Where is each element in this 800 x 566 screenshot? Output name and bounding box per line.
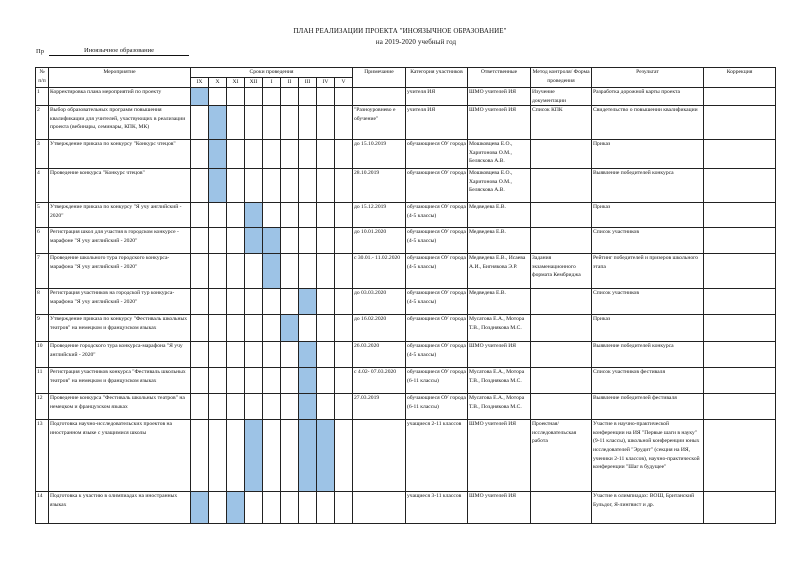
- cell-responsible: Мошковцева Е.О., Харитонова О.М., Беляскова А.В.: [468, 140, 531, 169]
- timeline-cell: [299, 140, 317, 169]
- timeline-cell: [263, 106, 281, 140]
- cell-responsible: Мусатова Е.А., Мотора Т.В., Позднякова М.С.: [468, 315, 531, 342]
- timeline-bar-active: [209, 106, 227, 140]
- timeline-cell: [245, 492, 263, 524]
- timeline-cell: [317, 88, 335, 106]
- timeline-cell: [263, 140, 281, 169]
- timeline-cell: [317, 203, 335, 228]
- cell-event: Утверждение приказа по конкурсу "Я учу английский - 2020": [49, 203, 191, 228]
- cell-num: 4: [36, 169, 49, 203]
- timeline-cell: [317, 492, 335, 524]
- cell-method: Список КПК: [531, 106, 592, 140]
- timeline-cell: [227, 140, 245, 169]
- timeline-cell: [281, 289, 299, 315]
- cell-correction: [704, 315, 776, 342]
- timeline-cell: [317, 140, 335, 169]
- timeline-cell: [245, 140, 263, 169]
- header-month: III: [299, 78, 317, 88]
- timeline-cell: [317, 368, 335, 394]
- cell-num: 6: [36, 228, 49, 254]
- timeline-cell: [299, 203, 317, 228]
- table-row: [36, 315, 776, 342]
- timeline-cell: [263, 289, 281, 315]
- timeline-cell: [263, 492, 281, 524]
- header-month: I: [263, 78, 281, 88]
- cell-category: обучающиеся ОУ города (4-5 классы): [406, 228, 468, 254]
- timeline-bar-active: [245, 203, 263, 228]
- timeline-cell: [335, 420, 353, 492]
- cell-num: 2: [36, 106, 49, 140]
- timeline-cell: [227, 289, 245, 315]
- timeline-cell: [299, 169, 317, 203]
- timeline-cell: [263, 169, 281, 203]
- timeline-cell: [263, 420, 281, 492]
- timeline-cell: [281, 169, 299, 203]
- timeline-cell: [317, 289, 335, 315]
- cell-event: Регистрация участников конкурса "Фестиваль школьных театров" на немецком и французском языках: [49, 368, 191, 394]
- timeline-cell: [227, 394, 245, 420]
- timeline-cell: [299, 315, 317, 342]
- timeline-cell: [335, 106, 353, 140]
- cell-category: обучающиеся ОУ города (6-11 классы): [406, 368, 468, 394]
- timeline-cell: [335, 140, 353, 169]
- timeline-cell: [191, 315, 209, 342]
- cell-correction: [704, 492, 776, 524]
- cell-note: до 15.12.2019: [353, 203, 406, 228]
- timeline-cell: [191, 228, 209, 254]
- timeline-bar-active: [209, 140, 227, 169]
- timeline-bar-active: [299, 289, 317, 315]
- timeline-cell: [335, 169, 353, 203]
- timeline-cell: [245, 394, 263, 420]
- timeline-cell: [245, 106, 263, 140]
- header-month: IV: [317, 78, 335, 88]
- timeline-cell: [335, 315, 353, 342]
- cell-correction: [704, 254, 776, 289]
- timeline-cell: [191, 342, 209, 368]
- cell-result: Выявление победителей фестиваля: [592, 394, 704, 420]
- document-title: ПЛАН РЕАЛИЗАЦИИ ПРОЕКТА "ИНОЯЗЫЧНОЕ ОБРАЗОВАНИЕ": [293, 27, 507, 35]
- cell-event: Проведение конкурса "Конкурс чтецов": [49, 169, 191, 203]
- cell-responsible: ШМО учителей ИЯ: [468, 106, 531, 140]
- timeline-cell: [281, 368, 299, 394]
- cell-correction: [704, 394, 776, 420]
- timeline-cell: [299, 88, 317, 106]
- timeline-cell: [227, 203, 245, 228]
- cell-note: [353, 88, 406, 106]
- timeline-cell: [335, 88, 353, 106]
- cell-event: Подготовка к участию в олимпиадах на иностранных языках: [49, 492, 191, 524]
- cell-method: [531, 492, 592, 524]
- cell-result: Выявление победителей конкурса: [592, 342, 704, 368]
- cell-category: учащиеся 2-11 классов: [406, 420, 468, 492]
- timeline-bar-active: [263, 228, 281, 254]
- timeline-bar-active: [191, 492, 209, 524]
- timeline-cell: [263, 394, 281, 420]
- cell-event: Проведение школьного тура городского конкурса-марафона "Я учу английский - 2020": [49, 254, 191, 289]
- timeline-bar-active: [227, 492, 245, 524]
- cell-note: [353, 492, 406, 524]
- timeline-cell: [245, 254, 263, 289]
- timeline-cell: [281, 203, 299, 228]
- timeline-cell: [191, 394, 209, 420]
- cell-category: обучающиеся ОУ города (4-5 классы): [406, 254, 468, 289]
- timeline-cell: [227, 420, 245, 492]
- table-row: [36, 394, 776, 420]
- timeline-cell: [335, 492, 353, 524]
- cell-method: Изучение документации: [531, 88, 592, 106]
- cell-method: [531, 394, 592, 420]
- timeline-cell: [209, 203, 227, 228]
- cell-num: 7: [36, 254, 49, 289]
- header-month: XI: [227, 78, 245, 88]
- timeline-bar-active: [317, 420, 335, 492]
- timeline-cell: [317, 342, 335, 368]
- cell-category: учителя ИЯ: [406, 88, 468, 106]
- timeline-bar-active: [299, 394, 317, 420]
- timeline-cell: [335, 368, 353, 394]
- cell-category: обучающиеся ОУ города (4-5 классы): [406, 342, 468, 368]
- cell-result: Список участников фестиваля: [592, 368, 704, 394]
- cell-event: Регистрация школ для участия в городском конкурсе - марафоне "Я учу английский - 2020": [49, 228, 191, 254]
- cell-result: Приказ: [592, 203, 704, 228]
- cell-method: Проектная/ исследовательская работа: [531, 420, 592, 492]
- cell-note: до 16.02.2020: [353, 315, 406, 342]
- cell-category: обучающиеся ОУ города: [406, 140, 468, 169]
- cell-event: Подготовка научно-исследовательских проектов на иностранном языке с учащимися школы: [49, 420, 191, 492]
- cell-category: обучающиеся ОУ города: [406, 169, 468, 203]
- timeline-cell: [209, 315, 227, 342]
- timeline-cell: [191, 169, 209, 203]
- timeline-cell: [227, 368, 245, 394]
- header-method: Метод контроля/ Форма проведения: [531, 68, 592, 88]
- cell-num: 11: [36, 368, 49, 394]
- timeline-cell: [209, 394, 227, 420]
- cell-correction: [704, 88, 776, 106]
- timeline-cell: [281, 88, 299, 106]
- table-row: [36, 106, 776, 140]
- cell-responsible: Мусатова Е.А., Мотора Т.В., Позднякова М.С.: [468, 394, 531, 420]
- table-row: [36, 203, 776, 228]
- cell-category: обучающиеся ОУ города: [406, 315, 468, 342]
- cell-num: 8: [36, 289, 49, 315]
- timeline-cell: [281, 140, 299, 169]
- cell-note: 28.10.2019: [353, 169, 406, 203]
- cell-responsible: ШМО учителей ИЯ: [468, 88, 531, 106]
- cell-result: Рейтинг победителей и призеров школьного этапа: [592, 254, 704, 289]
- cell-method: [531, 368, 592, 394]
- timeline-cell: [299, 254, 317, 289]
- cell-correction: [704, 368, 776, 394]
- cell-note: до 03.03.2020: [353, 289, 406, 315]
- timeline-cell: [281, 420, 299, 492]
- timeline-cell: [209, 368, 227, 394]
- timeline-cell: [227, 106, 245, 140]
- cell-result: Разработка дорожной карты проекта: [592, 88, 704, 106]
- timeline-cell: [317, 106, 335, 140]
- cell-correction: [704, 228, 776, 254]
- timeline-cell: [245, 169, 263, 203]
- timeline-cell: [263, 342, 281, 368]
- cell-correction: [704, 342, 776, 368]
- timeline-cell: [209, 492, 227, 524]
- subject-value: Иноязычное образование: [49, 46, 189, 56]
- table-row: [36, 492, 776, 524]
- cell-result: Список участников: [592, 228, 704, 254]
- timeline-cell: [209, 342, 227, 368]
- cell-responsible: ШМО учителей ИЯ: [468, 492, 531, 524]
- cell-method: [531, 342, 592, 368]
- cell-category: учащиеся 3-11 классов: [406, 492, 468, 524]
- cell-event: Корректировка плана мероприятий по проекту: [49, 88, 191, 106]
- timeline-bar-active: [281, 315, 299, 342]
- timeline-cell: [227, 228, 245, 254]
- cell-method: [531, 169, 592, 203]
- timeline-cell: [335, 203, 353, 228]
- cell-note: до 10.01.2020: [353, 228, 406, 254]
- timeline-cell: [263, 368, 281, 394]
- timeline-cell: [335, 289, 353, 315]
- timeline-bar-active: [299, 342, 317, 368]
- cell-correction: [704, 169, 776, 203]
- timeline-cell: [209, 420, 227, 492]
- timeline-cell: [191, 420, 209, 492]
- timeline-cell: [191, 106, 209, 140]
- cell-event: Проведение конкурса "Фестиваль школьных театров" на немецком и французском языках: [49, 394, 191, 420]
- cell-event: Утверждение приказа по конкурсу "Фестиваль школьных театров" на немецком и французском языках: [49, 315, 191, 342]
- cell-result: Участие в олимпиадах: ВОШ, Британский Бульдог, Я-лингвист и др.: [592, 492, 704, 524]
- timeline-cell: [299, 492, 317, 524]
- timeline-cell: [191, 140, 209, 169]
- cell-method: [531, 228, 592, 254]
- cell-note: с 4.02- 07.03.2020: [353, 368, 406, 394]
- cell-responsible: Медведева Е.В.: [468, 203, 531, 228]
- cell-responsible: ШМО учителей ИЯ: [468, 420, 531, 492]
- timeline-cell: [317, 254, 335, 289]
- cell-note: до 15.10.2019: [353, 140, 406, 169]
- timeline-cell: [281, 254, 299, 289]
- timeline-cell: [191, 254, 209, 289]
- cell-responsible: Мошковцева Е.О., Харитонова О.М., Беляскова А.В.: [468, 169, 531, 203]
- cell-correction: [704, 289, 776, 315]
- timeline-bar-active: [263, 254, 281, 289]
- cell-responsible: Медведева Е.В., Исаева А.И., Бигнякова Э.Р.: [468, 254, 531, 289]
- header-month: IX: [191, 78, 209, 88]
- cell-num: 9: [36, 315, 49, 342]
- timeline-cell: [227, 88, 245, 106]
- cell-num: 13: [36, 420, 49, 492]
- timeline-cell: [227, 254, 245, 289]
- cell-note: с 30.01.- 11.02.2020: [353, 254, 406, 289]
- header-event: Мероприятие: [49, 68, 191, 88]
- timeline-bar-active: [245, 420, 263, 492]
- cell-event: Выбор образовательных программ повышения квалификации для учителей, участвующих в реализации проекта (вебинары, семинары, КПК, МК): [49, 106, 191, 140]
- header-timeline: Сроки проведения: [191, 68, 353, 78]
- timeline-cell: [281, 492, 299, 524]
- timeline-cell: [209, 254, 227, 289]
- cell-event: Проведение городского тура конкурса-марафона "Я учу английский - 2020": [49, 342, 191, 368]
- cell-result: Выявление победителей конкурса: [592, 169, 704, 203]
- header-responsible: Ответственные: [468, 68, 531, 88]
- cell-category: учителя ИЯ: [406, 106, 468, 140]
- header-month: X: [209, 78, 227, 88]
- timeline-cell: [209, 88, 227, 106]
- cell-category: обучающиеся ОУ города (4-5 классы): [406, 289, 468, 315]
- timeline-cell: [191, 203, 209, 228]
- timeline-cell: [335, 254, 353, 289]
- timeline-bar-active: [191, 88, 209, 106]
- cell-method: [531, 289, 592, 315]
- timeline-cell: [317, 394, 335, 420]
- timeline-cell: [227, 315, 245, 342]
- cell-category: обучающиеся ОУ города (4-5 классы): [406, 203, 468, 228]
- timeline-cell: [191, 368, 209, 394]
- timeline-cell: [245, 315, 263, 342]
- cell-num: 1: [36, 88, 49, 106]
- cell-method: [531, 203, 592, 228]
- cell-note: "Разноуровнево е обучение": [353, 106, 406, 140]
- timeline-cell: [209, 228, 227, 254]
- timeline-cell: [335, 342, 353, 368]
- cell-num: 3: [36, 140, 49, 169]
- timeline-cell: [281, 106, 299, 140]
- cell-method: [531, 315, 592, 342]
- table-row: [36, 140, 776, 169]
- cell-result: Свидетельство о повышении квалификации: [592, 106, 704, 140]
- cell-num: 14: [36, 492, 49, 524]
- cell-note: 27.03.2019: [353, 394, 406, 420]
- header-correction: Коррекция: [704, 68, 776, 88]
- timeline-cell: [245, 88, 263, 106]
- cell-method: [531, 140, 592, 169]
- header-note: Примечание: [353, 68, 406, 88]
- timeline-bar-active: [209, 169, 227, 203]
- cell-responsible: ШМО учителей ИЯ: [468, 342, 531, 368]
- timeline-bar-active: [245, 228, 263, 254]
- cell-note: [353, 420, 406, 492]
- header-num: № п/п: [36, 68, 49, 88]
- header-month: V: [335, 78, 353, 88]
- timeline-cell: [191, 289, 209, 315]
- subject-label: Пр: [36, 48, 44, 55]
- cell-result: Приказ: [592, 140, 704, 169]
- timeline-cell: [335, 228, 353, 254]
- cell-category: обучающиеся ОУ города (6-11 классы): [406, 394, 468, 420]
- timeline-cell: [335, 394, 353, 420]
- timeline-bar-active: [299, 420, 317, 492]
- cell-event: Регистрация участников на городской тур конкурса-марафона "Я учу английский - 2020": [49, 289, 191, 315]
- header-month: XII: [245, 78, 263, 88]
- cell-correction: [704, 106, 776, 140]
- document-subtitle: на 2019-2020 учебный год: [375, 38, 457, 46]
- cell-responsible: Мусатова Е.А., Мотора Т.В., Позднякова М.С.: [468, 368, 531, 394]
- cell-responsible: Медведева Е.В.: [468, 289, 531, 315]
- plan-table: [35, 67, 776, 524]
- timeline-cell: [317, 169, 335, 203]
- table-row: [36, 342, 776, 368]
- timeline-cell: [263, 88, 281, 106]
- cell-method: Задания экзаменационного формата Кембриджа: [531, 254, 592, 289]
- table-row: [36, 368, 776, 394]
- cell-correction: [704, 420, 776, 492]
- timeline-cell: [299, 228, 317, 254]
- header-category: Категория участников: [406, 68, 468, 88]
- timeline-cell: [227, 169, 245, 203]
- timeline-cell: [299, 106, 317, 140]
- table-row: [36, 169, 776, 203]
- timeline-cell: [281, 228, 299, 254]
- timeline-cell: [245, 368, 263, 394]
- timeline-cell: [245, 289, 263, 315]
- header-month: II: [281, 78, 299, 88]
- table-row: [36, 420, 776, 492]
- timeline-cell: [317, 228, 335, 254]
- timeline-cell: [227, 342, 245, 368]
- cell-result: Участие в научно-практической конференции на ИЯ "Первые шаги в науку" (9-11 классы), школьной конференции юных исследователей "Эрудит" (секция на ИЯ, ученики 2-11 классов), научно-практической конференции "Шаг в будущее": [592, 420, 704, 492]
- timeline-bar-active: [299, 368, 317, 394]
- cell-event: Утверждение приказа по конкурсу "Конкурс чтецов": [49, 140, 191, 169]
- timeline-cell: [209, 289, 227, 315]
- cell-result: Список участников: [592, 289, 704, 315]
- cell-correction: [704, 203, 776, 228]
- table-row: [36, 228, 776, 254]
- timeline-cell: [263, 315, 281, 342]
- cell-num: 5: [36, 203, 49, 228]
- timeline-cell: [245, 342, 263, 368]
- cell-num: 10: [36, 342, 49, 368]
- timeline-cell: [281, 342, 299, 368]
- table-row: [36, 254, 776, 289]
- cell-note: 26.03.2020: [353, 342, 406, 368]
- timeline-cell: [281, 394, 299, 420]
- header-result: Результат: [592, 68, 704, 88]
- cell-result: Приказ: [592, 315, 704, 342]
- timeline-cell: [317, 315, 335, 342]
- cell-correction: [704, 140, 776, 169]
- timeline-cell: [263, 203, 281, 228]
- cell-responsible: Медведева Е.В.: [468, 228, 531, 254]
- table-row: [36, 88, 776, 106]
- cell-num: 12: [36, 394, 49, 420]
- table-row: [36, 289, 776, 315]
